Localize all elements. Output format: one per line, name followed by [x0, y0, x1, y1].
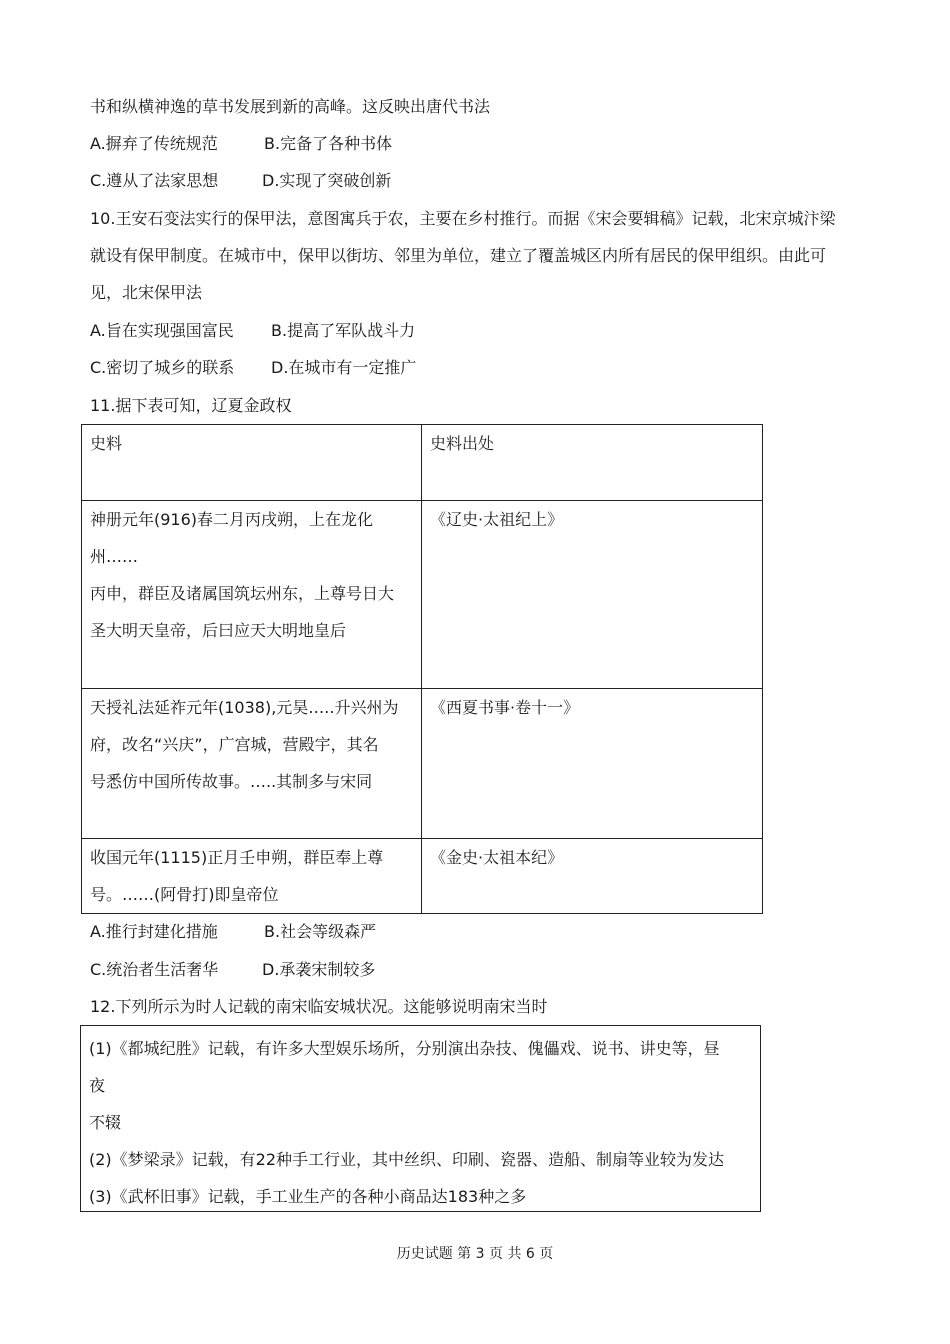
q10-option-a[interactable]: A.旨在实现强国富民 [90, 321, 234, 340]
table-cell-text [82, 839, 422, 914]
table-header-row [82, 425, 763, 501]
q12-quote-box [80, 1025, 761, 1212]
q9-option-c[interactable]: C.遵从了法家思想 [90, 171, 219, 190]
table-row [82, 689, 763, 839]
q12-box-line: (2)《梦梁录》记载，有22种手工行业，其中丝织、印刷、瓷器、造船、制扇等业较为发达 [89, 1150, 725, 1169]
table-cell-line: 号悉仿中国所传故事。…..其制多与宋同 [90, 772, 373, 791]
table-cell-line: 收国元年(1115)正月壬申朔，群臣奉上尊 [90, 848, 384, 867]
table-cell-line: 天授礼法延祚元年(1038),元昊…..升兴州为 [90, 698, 399, 717]
table-cell-line: 号。……(阿骨打)即皇帝位 [90, 885, 279, 904]
q12-box-line: (1)《都城纪胜》记载，有许多大型娱乐场所，分别演出杂技、傀儡戏、说书、讲史等，昼 [89, 1039, 720, 1058]
q9-stem-tail: 书和纵横神逸的草书发展到新的高峰。这反映出唐代书法 [90, 97, 491, 116]
table-row [82, 839, 763, 914]
q9-option-b[interactable]: B.完备了各种书体 [264, 134, 393, 153]
table-cell-line: 府，改名“兴庆”，广宫城，营殿宇，其名 [90, 735, 379, 754]
table-cell-text [82, 689, 422, 839]
q10-stem-line-1: 10.王安石变法实行的保甲法，意图寓兵于农，主要在乡村推行。而据《宋会要辑稿》记载，北宋京城汴梁 [90, 209, 836, 228]
table-cell-line: 丙申，群臣及诸属国筑坛州东，上尊号日大 [90, 584, 395, 603]
q10-stem-line-2: 就设有保甲制度。在城市中，保甲以街坊、邻里为单位，建立了覆盖城区内所有居民的保甲组织。由此可 [90, 246, 827, 265]
table-cell-source: 《辽史·太祖纪上》 [422, 501, 763, 689]
q11-option-c[interactable]: C.统治者生活奢华 [90, 960, 219, 979]
q12-stem: 12.下列所示为时人记载的南宋临安城状况。这能够说明南宋当时 [90, 997, 548, 1016]
table-cell-source: 《西夏书事·卷十一》 [422, 689, 763, 839]
q10-option-d[interactable]: D.在城市有一定推广 [271, 358, 417, 377]
q12-box-line: (3)《武杯旧事》记载，手工业生产的各种小商品达183种之多 [89, 1187, 527, 1206]
q12-box-line: 夜 [89, 1076, 106, 1095]
table-cell-line: 神册元年(916)春二月丙戌朔，上在龙化州…… [90, 510, 374, 566]
page-footer: 历史试题 第 3 页 共 6 页 [396, 1246, 554, 1262]
q10-option-c[interactable]: C.密切了城乡的联系 [90, 358, 235, 377]
q10-option-b[interactable]: B.提高了军队战斗力 [271, 321, 416, 340]
table-cell-line: 圣大明天皇帝，后曰应天大明地皇后 [90, 621, 347, 640]
q11-stem: 11.据下表可知，辽夏金政权 [90, 396, 292, 415]
q11-option-a[interactable]: A.推行封建化措施 [90, 922, 218, 941]
table-cell-source: 《金史·太祖本纪》 [422, 839, 763, 914]
q9-option-a[interactable]: A.摒弃了传统规范 [90, 134, 218, 153]
table-cell-text [82, 501, 422, 689]
table-header-source-text: 史料 [82, 425, 422, 501]
q10-stem-line-3: 见，北宋保甲法 [90, 283, 203, 302]
q11-source-table [81, 424, 763, 914]
q11-option-d[interactable]: D.承袭宋制较多 [262, 960, 376, 979]
q12-box-line: 不辍 [89, 1113, 122, 1132]
table-row [82, 501, 763, 689]
q11-option-b[interactable]: B.社会等级森严 [264, 922, 377, 941]
q9-option-d[interactable]: D.实现了突破创新 [262, 171, 392, 190]
table-header-source-origin: 史料出处 [422, 425, 763, 501]
